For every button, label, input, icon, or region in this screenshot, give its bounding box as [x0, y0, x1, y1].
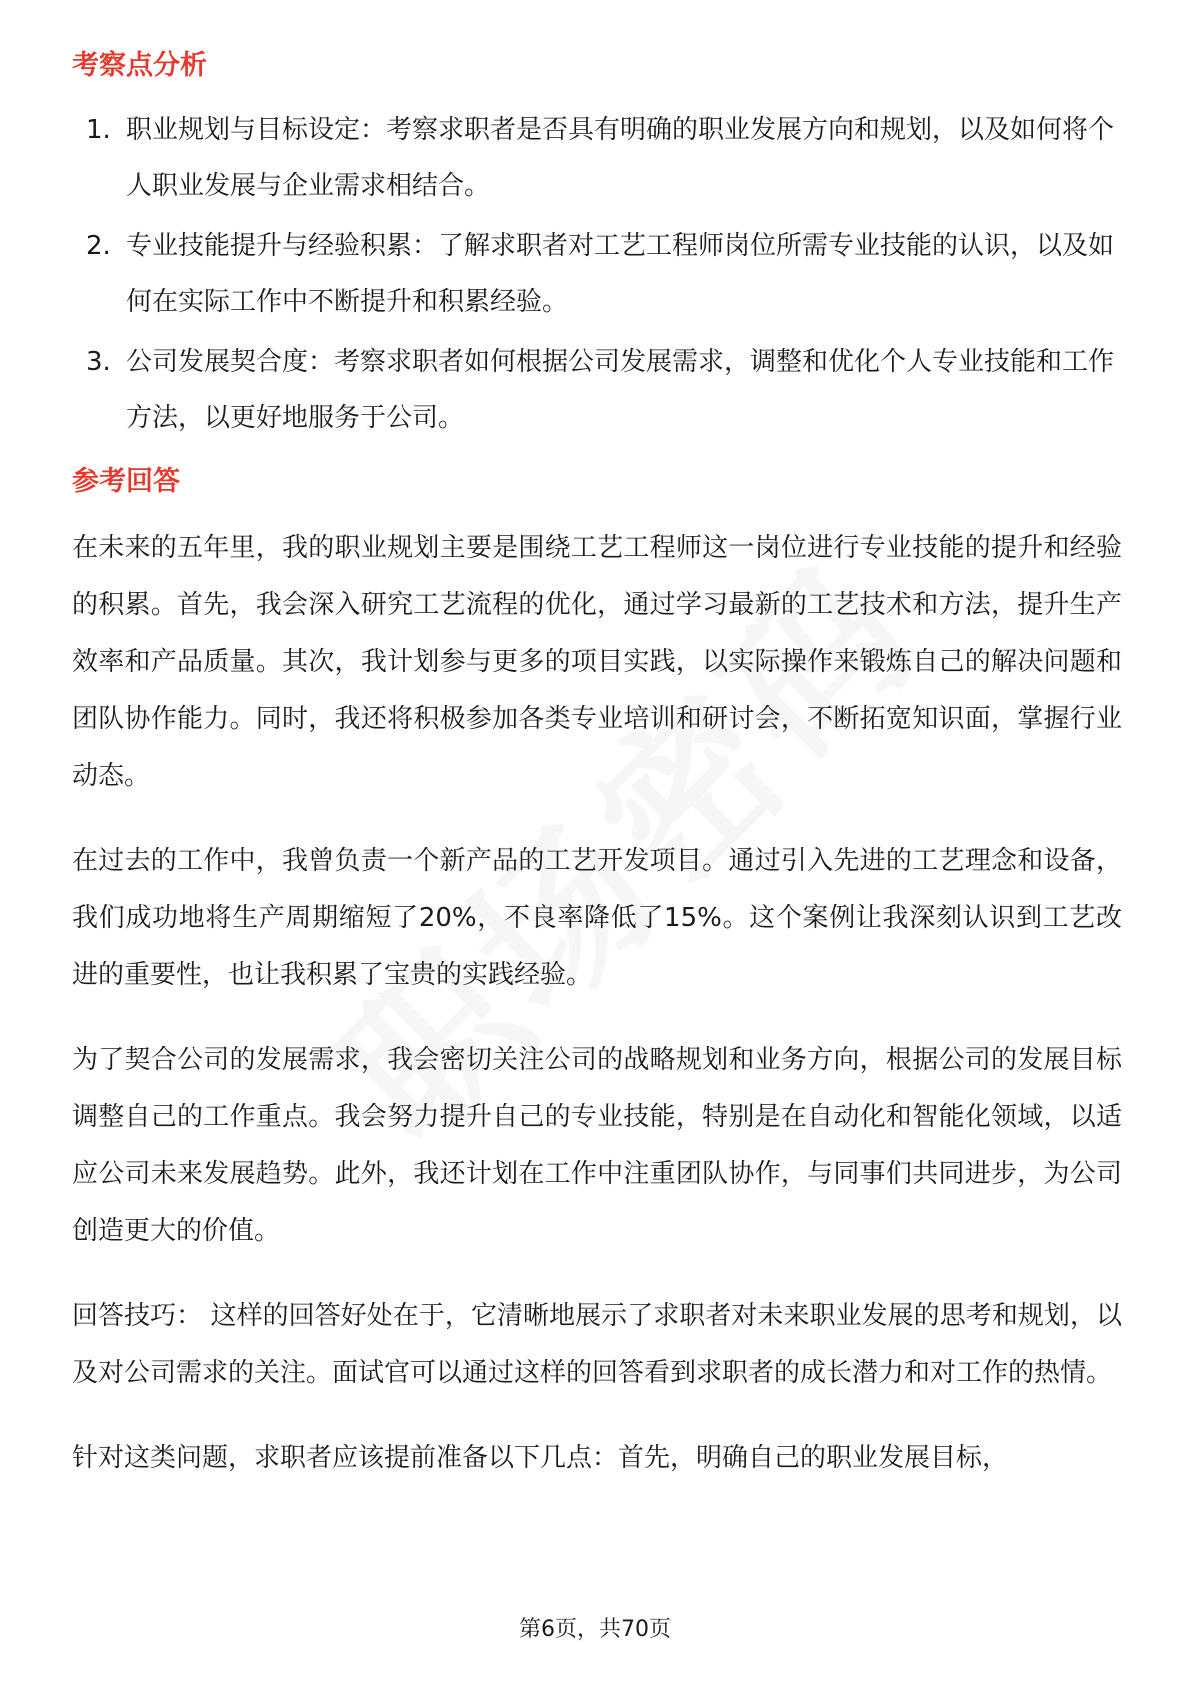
- answer-paragraph: 在未来的五年里，我的职业规划主要是围绕工艺工程师这一岗位进行专业技能的提升和经验的积累。首先，我会深入研究工艺流程的优化，通过学习最新的工艺技术和方法，提升生产效率和产品质量。其次，我计划参与更多的项目实践，以实际操作来锻炼自己的解决问题和团队协作能力。同时，我还将积极参加各类专业培训和研讨会，不断拓宽知识面，掌握行业动态。: [72, 533, 1122, 791]
- list-item: [72, 334, 1122, 446]
- list-item: [72, 102, 1122, 214]
- list-item-text: 公司发展契合度：考察求职者如何根据公司发展需求，调整和优化个人专业技能和工作方法，以更好地服务于公司。: [126, 347, 1115, 433]
- page-number: 第6页，共70页: [519, 1617, 671, 1642]
- answer-paragraph: 为了契合公司的发展需求，我会密切关注公司的战略规划和业务方向，根据公司的发展目标调整自己的工作重点。我会努力提升自己的专业技能，特别是在自动化和智能化领域，以适应公司未来发展趋势。此外，我还计划在工作中注重团队协作，与同事们共同进步，为公司创造更大的价值。: [72, 1045, 1122, 1246]
- analysis-heading: 考察点分析: [72, 50, 207, 81]
- list-item: [72, 218, 1122, 330]
- answer-heading: 参考回答: [72, 466, 180, 497]
- answer-tips-paragraph: 回答技巧： 这样的回答好处在于，它清晰地展示了求职者对未来职业发展的思考和规划，以及对公司需求的关注。面试官可以通过这样的回答看到求职者的成长潜力和对工作的热情。: [72, 1301, 1122, 1388]
- list-item-number: 3.: [86, 347, 111, 377]
- list-item-text: 专业技能提升与经验积累：了解求职者对工艺工程师岗位所需专业技能的认识，以及如何在实际工作中不断提升和积累经验。: [126, 231, 1115, 317]
- list-item-number: 1.: [86, 115, 111, 145]
- answer-paragraph: 在过去的工作中，我曾负责一个新产品的工艺开发项目。通过引入先进的工艺理念和设备，我们成功地将生产周期缩短了20%，不良率降低了15%。这个案例让我深刻认识到工艺改进的重要性，也让我积累了宝贵的实践经验。: [72, 846, 1122, 990]
- document-page: [72, 46, 1122, 1487]
- list-item-number: 2.: [86, 231, 111, 261]
- analysis-list: [72, 102, 1122, 446]
- answer-paragraph: 针对这类问题，求职者应该提前准备以下几点：首先，明确自己的职业发展目标，: [72, 1443, 1009, 1473]
- list-item-text: 职业规划与目标设定：考察求职者是否具有明确的职业发展方向和规划，以及如何将个人职业发展与企业需求相结合。: [126, 115, 1115, 201]
